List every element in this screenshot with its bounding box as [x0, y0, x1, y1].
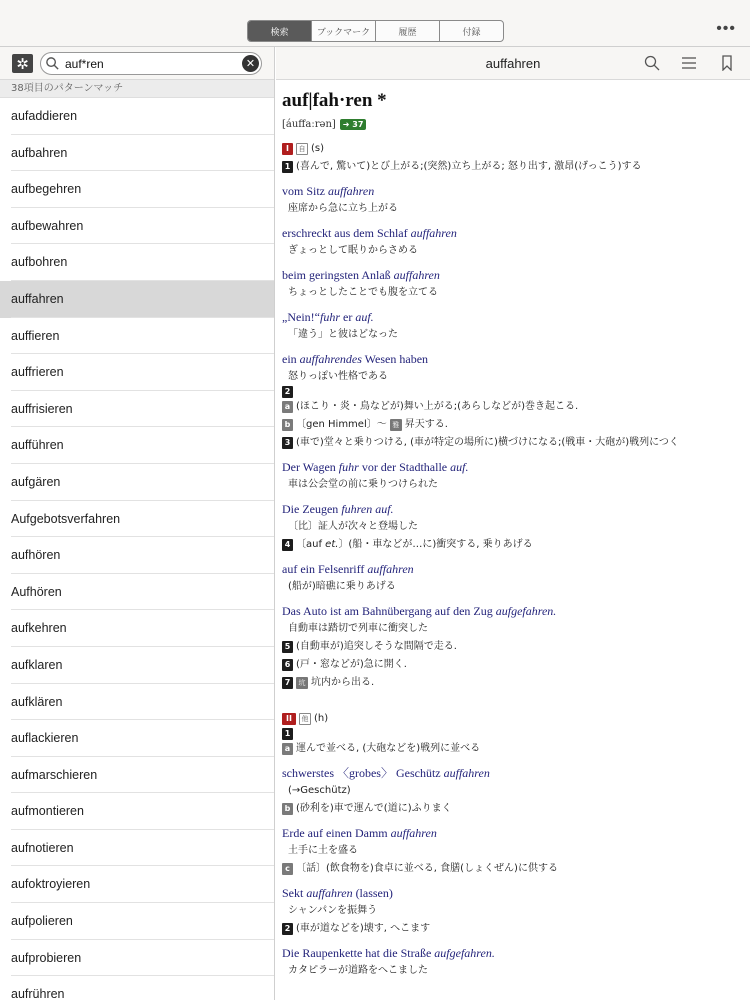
headword: auf|fah·ren *: [282, 90, 387, 111]
translation: シャンパンを振舞う: [288, 905, 378, 916]
definition-text: (車で)堂々と乗りつける, (車が特定の場所に)横づけになる;(戦車・大砲が)戦列につく: [296, 437, 679, 448]
list-item[interactable]: aufrühren: [0, 976, 274, 1000]
example: „Nein!“fuhr er auf.: [282, 310, 374, 324]
section-number: I: [282, 143, 293, 155]
entry-content: [282, 90, 744, 1000]
search-input[interactable]: [65, 55, 235, 72]
register-tag: 雅: [390, 419, 402, 431]
list-item[interactable]: aufprobieren: [0, 940, 274, 977]
definition-text: 坑内から出る.: [311, 677, 375, 688]
translation: カタピラーが道路をへこました: [288, 965, 428, 976]
definition: [282, 656, 744, 674]
list-item[interactable]: aufklaren: [0, 647, 274, 684]
sense-group-intransitive: [282, 140, 744, 692]
sense-group-transitive: [282, 710, 744, 980]
top-toolbar: [0, 0, 750, 47]
definition: [282, 416, 744, 434]
list-item[interactable]: Aufgebotsverfahren: [0, 501, 274, 538]
entry-header: [276, 47, 750, 80]
example: erschreckt aus dem Schlaf auffahren: [282, 226, 457, 240]
definition: [282, 860, 744, 878]
definition: [282, 398, 744, 416]
example: beim geringsten Anlaß auffahren: [282, 268, 440, 282]
more-options-icon[interactable]: •••: [716, 20, 736, 37]
bookmark-icon[interactable]: [719, 55, 735, 71]
search-bar: [0, 47, 274, 80]
list-item[interactable]: aufbahren: [0, 135, 274, 172]
mode-segmented-control: [247, 20, 504, 42]
translation: 「違う」と彼はどなった: [288, 329, 398, 340]
definition: [282, 920, 744, 938]
example: Sekt auffahren (lassen): [282, 886, 393, 900]
example: schwerstes 〈grobes〉 Geschütz auffahren: [282, 766, 490, 780]
sense-number: 1: [282, 728, 293, 740]
definition: [282, 728, 744, 740]
translation: (→Geschütz): [288, 785, 351, 796]
definition-text: 運んで並べる, (大砲などを)戦列に並べる: [296, 743, 481, 754]
translation: 自動車は踏切で列車に衝突した: [288, 623, 428, 634]
list-item[interactable]: aufnotieren: [0, 830, 274, 867]
translation: ぎょっとして眠りからさめる: [288, 245, 418, 256]
subsense-letter: a: [282, 401, 293, 413]
wildcard-button[interactable]: ✲: [12, 54, 33, 73]
list-item[interactable]: auffieren: [0, 318, 274, 355]
definition: [282, 434, 744, 452]
example: Die Zeugen fuhren auf.: [282, 502, 394, 516]
definition-text: (砂利を)車で運んで(道に)ふりまく: [296, 803, 452, 814]
example: Erde auf einen Damm auffahren: [282, 826, 437, 840]
subsense-letter: c: [282, 863, 293, 875]
list-icon[interactable]: [681, 55, 697, 71]
list-item[interactable]: aufmontieren: [0, 793, 274, 830]
pronunciation-text: [áuffaːrən]: [282, 118, 336, 130]
reference-link-badge[interactable]: ➜ 37: [340, 119, 367, 130]
list-item[interactable]: aufbegehren: [0, 171, 274, 208]
list-item[interactable]: aufklären: [0, 684, 274, 721]
definition-text: 〔gen Himmel〕～: [296, 419, 387, 430]
list-item[interactable]: aufbohren: [0, 244, 274, 281]
list-item[interactable]: aufgären: [0, 464, 274, 501]
list-item[interactable]: aufkehren: [0, 610, 274, 647]
sense-number: 6: [282, 659, 293, 671]
search-field[interactable]: [40, 52, 262, 75]
search-icon: [45, 56, 60, 71]
translation: 土手に土を盛る: [288, 845, 358, 856]
example: vom Sitz auffahren: [282, 184, 375, 198]
section-header: [282, 710, 744, 728]
sense-number: 5: [282, 641, 293, 653]
list-item[interactable]: aufpolieren: [0, 903, 274, 940]
example: Der Wagen fuhr vor der Stadthalle auf.: [282, 460, 469, 474]
sense-number: 7: [282, 677, 293, 689]
aux-label: (h): [314, 713, 329, 724]
section-number: II: [282, 713, 296, 725]
definition-text: (喜んで, 驚いて)とび上がる;(突然)立ち上がる; 怒り出す, 激昂(げっこう)する: [296, 161, 642, 172]
example: Das Auto ist am Bahnübergang auf den Zug aufgefahren.: [282, 604, 557, 618]
list-item[interactable]: auffrieren: [0, 354, 274, 391]
definition: [282, 740, 744, 758]
list-item[interactable]: aufhören: [0, 537, 274, 574]
definition-text: (車が道などを)壊す, へこます: [296, 923, 431, 934]
list-item[interactable]: auflackieren: [0, 720, 274, 757]
tab-history[interactable]: 履歴: [376, 21, 440, 41]
search-icon[interactable]: [644, 55, 660, 71]
list-item[interactable]: aufaddieren: [0, 98, 274, 135]
aux-label: (s): [311, 143, 325, 154]
subsense-letter: a: [282, 743, 293, 755]
definition-text: 〔auf et.〕(船・車などが…に)衝突する, 乗りあげる: [296, 539, 533, 550]
definition-text: 〔話〕(飲食物を)食卓に並べる, 食膳(しょくぜん)に供する: [296, 863, 558, 874]
subsense-letter: b: [282, 419, 293, 431]
sense-number: 4: [282, 539, 293, 551]
translation: 座席から急に立ち上がる: [288, 203, 398, 214]
definition: [282, 158, 744, 176]
definition-text: 昇天する.: [404, 419, 448, 430]
clear-search-icon[interactable]: ✕: [242, 55, 259, 72]
example: auf ein Felsenriff auffahren: [282, 562, 414, 576]
sense-number: 3: [282, 437, 293, 449]
list-item[interactable]: aufführen: [0, 427, 274, 464]
match-count: 38項目のパターンマッチ: [0, 80, 274, 98]
domain-tag: 坑: [296, 677, 308, 689]
pronunciation: [282, 116, 744, 132]
list-item[interactable]: aufbewahren: [0, 208, 274, 245]
sense-number: 2: [282, 923, 293, 935]
result-pane: [0, 47, 275, 1000]
pos-tag: 他: [299, 713, 311, 725]
tab-search[interactable]: 検索: [248, 21, 312, 41]
list-item[interactable]: auffrisieren: [0, 391, 274, 428]
result-list: [0, 98, 274, 1000]
tab-appendix[interactable]: 付録: [462, 27, 481, 38]
example: Die Raupenkette hat die Straße aufgefahren.: [282, 946, 495, 960]
list-item-selected[interactable]: auffahren: [0, 281, 274, 318]
translation: (船が)暗礁に乗りあげる: [288, 581, 396, 592]
subsense-letter: b: [282, 803, 293, 815]
section-header: [282, 140, 744, 158]
pos-tag: 自: [296, 143, 308, 155]
translation: 〔比〕証人が次々と登場した: [288, 521, 418, 532]
sense-number: 1: [282, 161, 293, 173]
list-item[interactable]: aufoktroyieren: [0, 866, 274, 903]
definition: [282, 386, 744, 398]
definition: [282, 800, 744, 818]
translation: 車は公会堂の前に乗りつけられた: [288, 479, 438, 490]
example: ein auffahrendes Wesen haben: [282, 352, 429, 366]
list-item[interactable]: Aufhören: [0, 574, 274, 611]
definition: [282, 536, 744, 554]
tab-bookmarks[interactable]: ブックマーク: [312, 21, 376, 41]
definition: [282, 674, 744, 692]
definition-text: (ほこり・炎・鳥などが)舞い上がる;(あらしなどが)巻き起こる.: [296, 401, 579, 412]
translation: ちょっとしたことでも腹を立てる: [288, 287, 438, 298]
definition-text: (戸・窓などが)急に開く.: [296, 659, 407, 670]
definition-text: (自動車が)追突しそうな間隔で走る.: [296, 641, 457, 652]
sense-number: 2: [282, 386, 293, 398]
definition: [282, 638, 744, 656]
translation: 怒りっぽい性格である: [288, 371, 388, 382]
list-item[interactable]: aufmarschieren: [0, 757, 274, 794]
entry-title: auffahren: [485, 56, 541, 71]
